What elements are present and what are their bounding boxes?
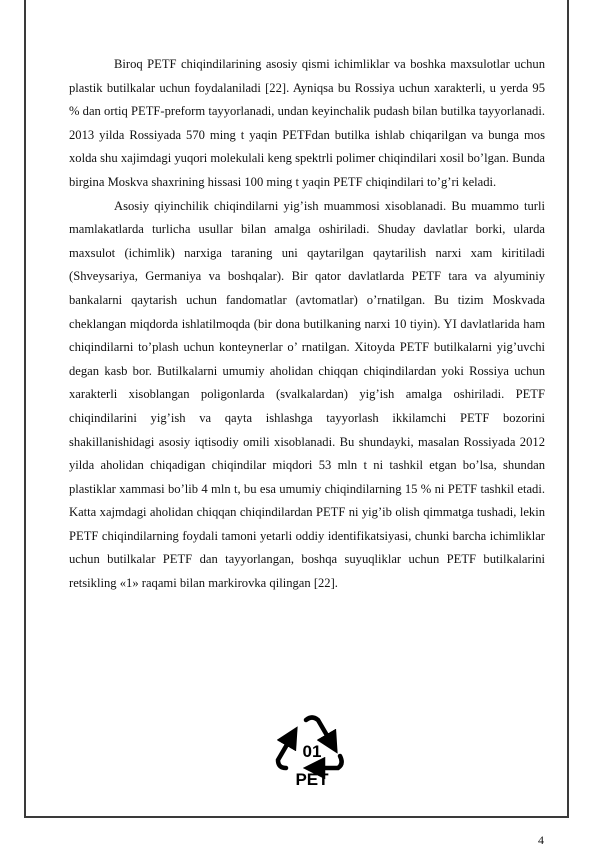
- pet-recycling-logo: [270, 714, 354, 786]
- logo-label: PET: [295, 770, 329, 786]
- page-number: 4: [538, 833, 544, 847]
- paragraph-2: Asosiy qiyinchilik chiqindilarni yig’ish muammosi xisoblanadi. Bu muammo turli mamlakatlarda turlicha usullar bilan amalga oshiriladi. Shuday davlatlar borki, ularda maxsulot (ichimlik) narxiga taraning uni qaytarilgan qaytarilish narxi xam kiritiladi (Shveysariya, Germaniya va boshqalar). Bir qator davlatlarda PETF tara va alyuminiy bankalarni qaytarish uchun fandomatlar (avtomatlar) o’rnatilgan. Bu tizim Moskvada cheklangan miqdorda ishlatilmoqda (bir dona butilkaning narxi 10 tiyin). YI davlatlarida ham chiqindilarni to’plash uchun konteynerlar o’ rnatilgan. Xitoyda PETF butilkalarni yig’uvchi degan kasb bor. Butilkalarni umumiy aholidan chiqqan chiqindilardan yoki Rossiya uchun xarakterli xisoblangan poligonlarda (svalkalardan) yig’ish amalga oshiriladi. PETF chiqindilarini yig’ish va qayta ishlashga tayyorlash ikkilamchi PETF bozorini shakillanishidagi asosiy iqtisodiy omili xisoblanadi. Bu shundayki, masalan Rossiyada 2012 yilda aholidan chiqadigan chiqindilar miqdori 53 mln t ni tashkil etgan bo’lsa, shundan plastiklar xammasi bo’lib 4 mln t, bu esa umumiy chiqindilarning 15 % ni PETF tashkil etadi. Katta xajmdagi aholidan chiqqan chiqindilardan PETF ni yig’ib olish qimmatga tushadi, lekin PETF chiqindilarning foydali tamoni yetarli oddiy identifikatsiyasi, chunki barcha ichimliklar uchun butilkalar PETF dan tayyorlangan, boshqa suyuqliklar uchun PETF butilkalarini retsikling «1» raqami bilan markirovka qilingan [22].: [69, 198, 545, 591]
- logo-number: 01: [302, 742, 322, 761]
- body-text: [69, 53, 545, 596]
- recycling-triangle-icon: [270, 714, 354, 786]
- paragraph-1: Biroq PETF chiqindilarining asosiy qismi ichimliklar va boshka maxsulotlar uchun plastik butilkalar uchun foydalaniladi [22]. Ayniqsa bu Rossiya uchun xarakterli, u yerda 95 % dan ortiq PETF-preform tayyorlanadi, undan keyinchalik pudash bilan butilka tayyorlanadi. 2013 yilda Rossiyada 570 ming t yaqin PETFdan butilka ishlab chiqarilgan va bunga mos xolda shu xajimdagi yuqori molekulali keng spektrli polimer chiqindilari xosil bo’lgan. Bunda birgina Moskva shaxrining hissasi 100 ming t yaqin PETF chiqindilari to’g’ri keladi.: [69, 57, 545, 189]
